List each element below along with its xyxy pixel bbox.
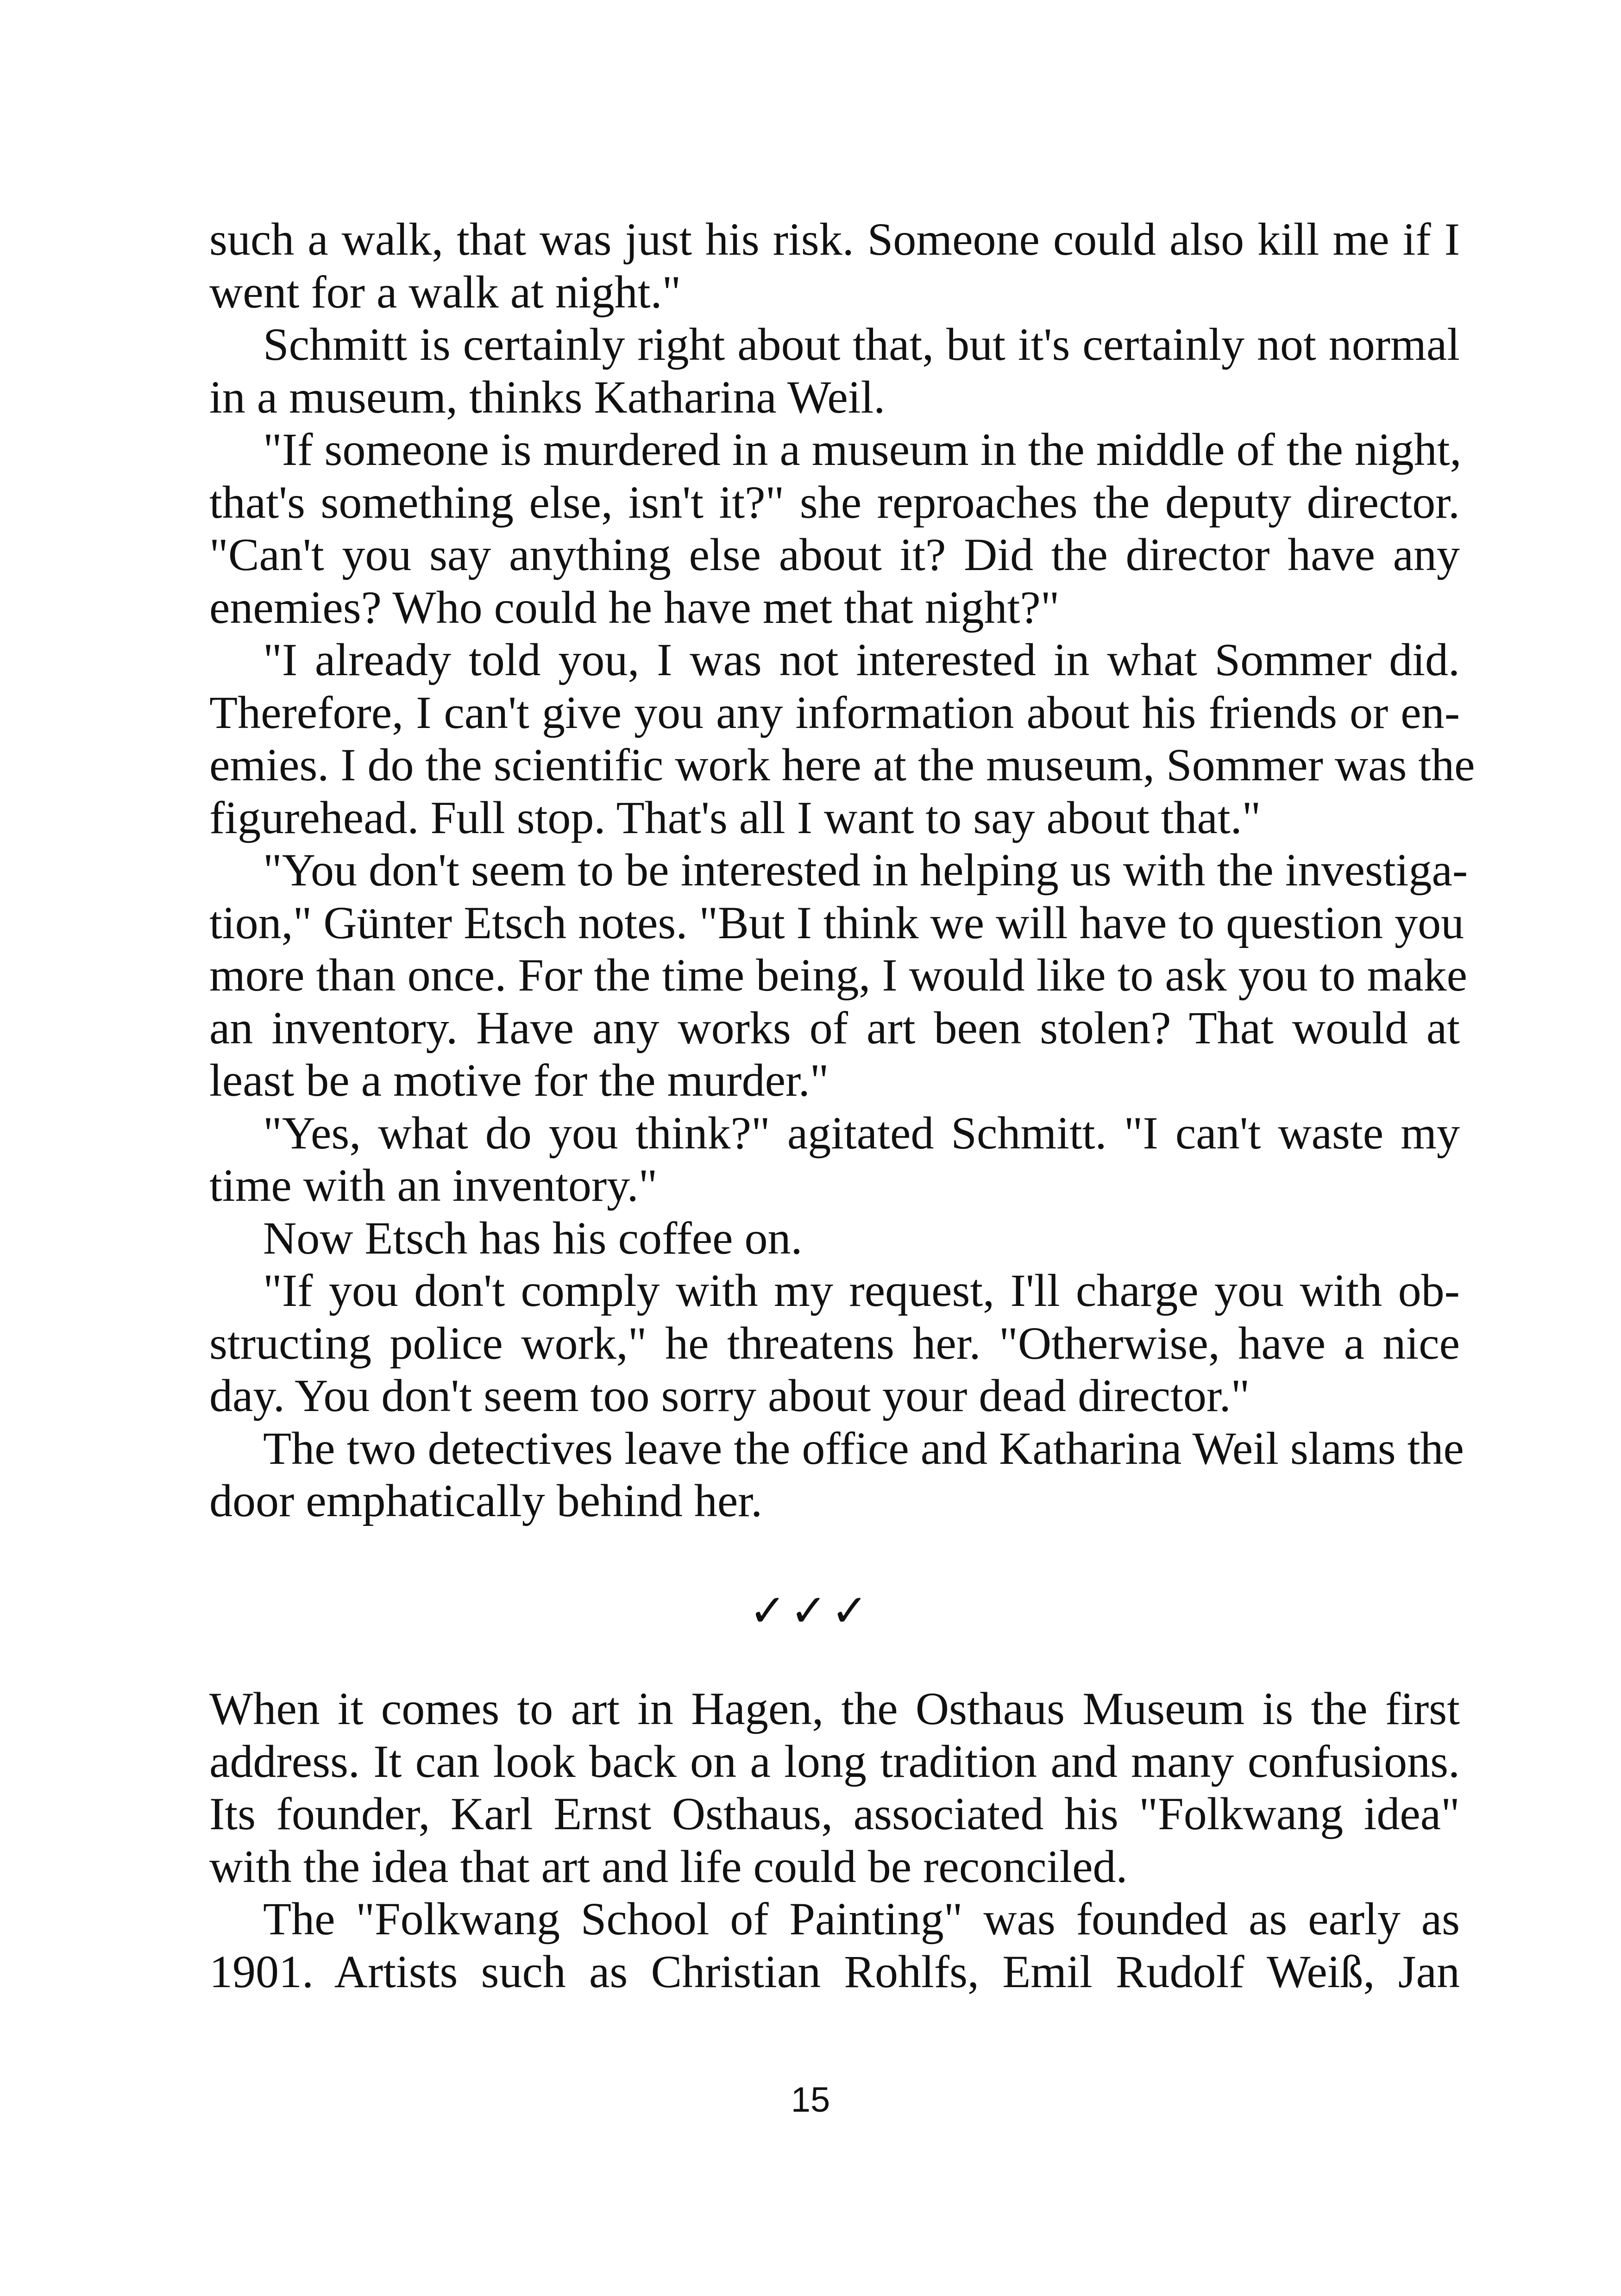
text-line: structing police work," he threatens her. "Otherwise, have a nice: [209, 1317, 1460, 1369]
text-line: The "Folkwang School of Painting" was founded as early as: [263, 1893, 1460, 1945]
text-line: an inventory. Have any works of art been stolen? That would at: [209, 1002, 1460, 1054]
text-line: address. It can look back on a long tradition and many confusions.: [209, 1735, 1460, 1787]
text-line: Schmitt is certainly right about that, but it's certainly not normal: [263, 319, 1460, 370]
text-line: figurehead. Full stop. That's all I want to say about that.": [209, 791, 1261, 843]
text-line: door emphatically behind her.: [209, 1475, 763, 1526]
page-number: 15: [791, 2080, 830, 2120]
text-line: in a museum, thinks Katharina Weil.: [209, 371, 886, 423]
text-line: Now Etsch has his coffee on.: [263, 1212, 803, 1264]
text-line: 1901. Artists such as Christian Rohlfs, Emil Rudolf Weiß, Jan: [209, 1945, 1460, 1997]
text-line: "Can't you say anything else about it? Did the director have any: [209, 529, 1460, 580]
text-line: more than once. For the time being, I would like to ask you to make: [209, 949, 1468, 1001]
text-line: emies. I do the scientific work here at the museum, Sommer was the: [209, 739, 1475, 790]
text-line: Its founder, Karl Ernst Osthaus, associated his "Folkwang idea": [209, 1788, 1460, 1839]
section-separator: ✓✓✓: [749, 1585, 872, 1637]
text-line: tion," Günter Etsch notes. "But I think we will have to question you: [209, 897, 1464, 948]
text-line: least be a motive for the murder.": [209, 1054, 829, 1106]
text-line: "If you don't comply with my request, I'll charge you with ob-: [263, 1265, 1460, 1316]
text-line: "If someone is murdered in a museum in the middle of the night,: [263, 424, 1462, 475]
text-line: enemies? Who could he have met that night?": [209, 581, 1060, 633]
text-line: When it comes to art in Hagen, the Osthaus Museum is the first: [209, 1683, 1460, 1734]
text-line: time with an inventory.": [209, 1160, 658, 1211]
text-line: "I already told you, I was not interested in what Sommer did.: [263, 634, 1460, 685]
text-line: "You don't seem to be interested in helping us with the investiga-: [263, 844, 1468, 896]
body-text-section-2: [209, 1682, 1460, 1998]
text-line: Therefore, I can't give you any information about his friends or en-: [209, 686, 1460, 738]
text-line: such a walk, that was just his risk. Someone could also kill me if I: [209, 213, 1460, 265]
text-line: day. You don't seem too sorry about your dead director.": [209, 1370, 1250, 1421]
text-line: The two detectives leave the office and Katharina Weil slams the: [263, 1422, 1464, 1474]
text-line: with the idea that art and life could be reconciled.: [209, 1840, 1128, 1892]
body-text-section-1: [209, 213, 1475, 1527]
text-line: that's something else, isn't it?" she reproaches the deputy director.: [209, 476, 1460, 528]
text-line: "Yes, what do you think?" agitated Schmitt. "I can't waste my: [263, 1107, 1460, 1159]
text-line: went for a walk at night.": [209, 266, 681, 318]
